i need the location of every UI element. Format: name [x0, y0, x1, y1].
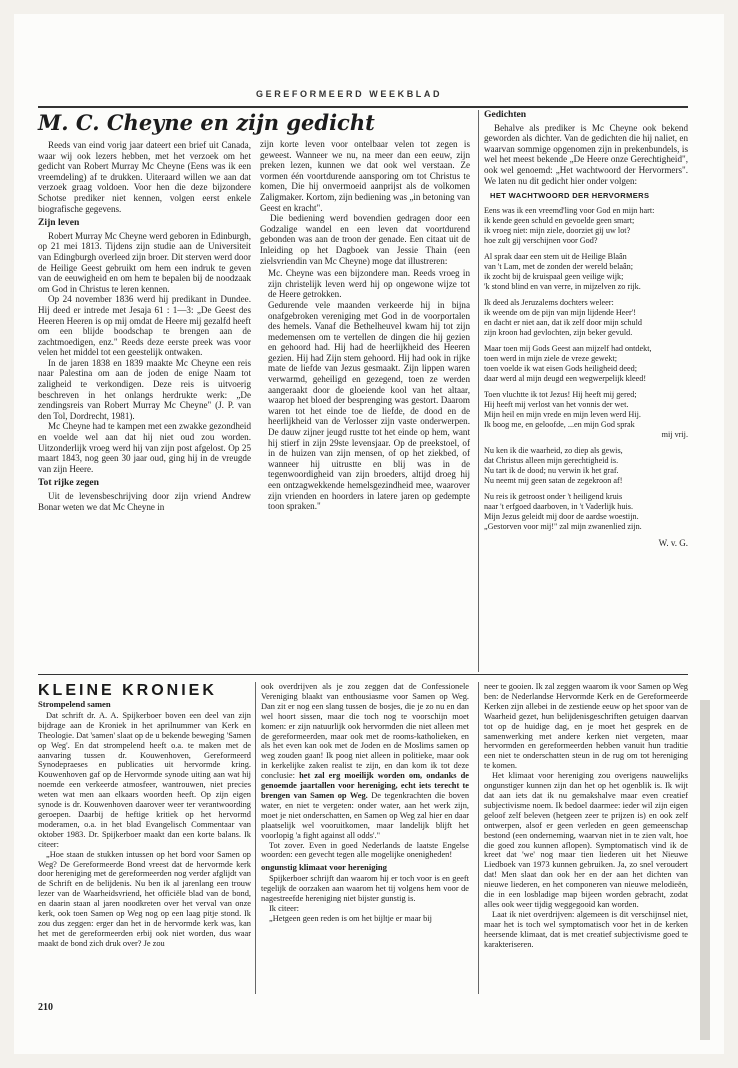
- poem-line: Ik boog me, en geloofde, ...en mijn God sprak: [484, 419, 635, 429]
- poem-line: hoe zult gij verschijnen voor God?: [484, 235, 598, 245]
- poem-line: Nu neemt mij geen satan de zegekroon af!: [484, 475, 623, 485]
- poem-title: HET WACHTWOORD DER HERVORMERS: [490, 191, 650, 201]
- heading-tot-rijke-zegen: Tot rijke zegen: [38, 477, 99, 489]
- article-column-3: [484, 110, 688, 548]
- paragraph: Het klimaat voor hereniging zou overigens nauwelijks ongunstiger kunnen zijn dan het op het ogenblik is. Ik wijt dat aan iets dat ik nu gemakshalve maar even creatief subjectivisme noem. Ik bedoel daarmee: ieder wil zijn eigen geloof zelf beleven (hetgeen zeer te prijzen is) en ook zelf ontwerpen, alsof er geen verleden en geen gemeenschap bestond (een onderneming, waarvan niet in te zien valt, hoe die goed zou kunnen aflopen). Symptomatisch vind ik de kreet dat 'we' nog maar tien liederen uit het Nieuwe Liedboek van 1973 kunnen gebruiken. Ja, zo snel veroudert dat! Men slaat dan ook her en der aan het dichten van nieuwe liederen, en het componeren van nieuwe melodieën, die in een losbladige map bijeen worden gebracht, zodat alles ook weer tijdig weggegooid kan worden.: [484, 771, 688, 909]
- poem-stanza: [484, 344, 688, 384]
- paragraph: In de jaren 1838 en 1839 maakte Mc Cheyne een reis naar Palestina om aan de joden de enige Naam tot zaligheid te verkondigen. Deze reis is uitvoerig beschreven in het onlangs herdrukte werk: „De zendingsreis van Robert Murray Mc Cheyne" (J. P. van den Tol, Dordrecht, 1981).: [38, 357, 251, 421]
- article-column-1: [38, 140, 251, 512]
- paragraph: Die bediening werd bovendien gedragen door een Godzalige wandel en een leven dat voortdurend gebonden was aan de troon der genade. Een citaat uit de Inleiding op het Dagboek van Jessie Thain (een zielsvriendin van Mc Cheyne) moge dat illustreren:: [260, 213, 470, 266]
- paragraph: Robert Murray Mc Cheyne werd geboren in Edinburgh, op 21 mei 1813. Tijdens zijn studie aan de Universiteit van Edingburgh overleed zijn broer. Dit sterven werd door de Heilige Geest gebruikt om hem een indruk te geven van de eeuwigheid en om hem te bepalen bij de noodzaak om God in Christus te leren kennen.: [38, 230, 251, 294]
- poem-stanza: [484, 206, 688, 246]
- heading-zijn-leven: Zijn leven: [38, 217, 80, 229]
- column-divider: [478, 110, 479, 672]
- poem-line: Al sprak daar een stem uit de Heilige Blaân: [484, 251, 627, 261]
- poem-line: toen voelde ik wat eisen Gods heiligheid deed;: [484, 363, 638, 373]
- poem-line: ik kende geen schuld en gevoelde geen smart;: [484, 215, 635, 225]
- column-divider: [255, 682, 256, 994]
- paragraph: neer te gooien. Ik zal zeggen waarom ik voor Samen op Weg ben: de Nederlandse Hervormde Kerk en de Gereformeerde Kerken zijn allebei in de zestiende eeuw op het spoor van de Waarheid gezet, hun belijdenisgeschriften getuigen daarvan tot op de huidige dag, en je moet het gesprek en de samenwerking met andere kerken niet vergeten, maar hervormden en gereformeerden hebben vanuit hun traditie een niet te onderschatten steun in de rug om tot hereniging te komen.: [484, 682, 688, 771]
- article-column-2: [260, 139, 470, 514]
- quote-paragraph: Mc. Cheyne was een bijzondere man. Reeds vroeg in zijn christelijk leven werd hij op ongewone wijze tot de Heere getrokken.: [268, 268, 470, 300]
- poem-stanza: [484, 446, 688, 486]
- poem-line: ik zocht bij de kruispaal geen veilige wijk;: [484, 271, 624, 281]
- paragraph: Uit de levensbeschrijving door zijn vriend Andrew Bonar weten we dat Mc Cheyne in: [38, 491, 251, 512]
- paragraph: Ik citeer:: [269, 903, 299, 913]
- poem-line: Nu tart ik de dood; nu verwin ik het graf.: [484, 465, 619, 475]
- paragraph: zijn korte leven voor ontelbaar velen tot zegen is geweest. Wanneer we nu, na meer dan een eeuw, zijn preken lezen, kunnen we dat ook wel verstaan. Ze vormen één voortdurende aansporing om tot Christus te komen, Die hij onvermoeid aanprijst als de volkomen Zaligmaker. Kortom, zijn bediening was „in betoning van Geest en kracht".: [260, 139, 470, 213]
- article-title: M. C. Cheyne en zijn gedicht: [38, 110, 375, 135]
- heading-gedichten: Gedichten: [484, 109, 527, 120]
- text-span: De tegenkrachten die boven water, en niet te vergeten: onder water, aan het werk zijn, moet je niet onderschatten, en Samen op Weg zal hier en daar plaatselijk wel vooruitkomen, maar landelijk blijft het voorlopig 'a fight against all odds'.": [261, 790, 470, 840]
- poem-line: Maar toen mij Gods Geest aan mijzelf had ontdekt,: [484, 343, 652, 353]
- poem-line: Ik deed als Jeruzalems dochters weleer:: [484, 297, 614, 307]
- poem-line: daar werd al mijn deugd een wegwerpelijk kleed!: [484, 373, 647, 383]
- poem-line: Nu reis ik getroost onder 't heiligend kruis: [484, 491, 623, 501]
- paragraph: [261, 682, 469, 841]
- poem-line: mij vrij.: [661, 429, 688, 439]
- poem-line: ik vroeg niet: mijn ziele, doorziet gij uw lot?: [484, 225, 631, 235]
- quote-paragraph: Gedurende vele maanden verkeerde hij in bijna onafgebroken vereniging met God in de voorportalen des hemels. Vanaf die Bethelheuvel kwam hij tot zijn medemensen om te vertellen de dingen die hij gezien en gehoord had. Hij had de heerlijkheid des Heeren gezien. Hij had Zijn stem gehoord. Hij had ook in rijke mate de liefde van Jezus gesmaakt. Zijn lippen waren verwarmd, geheiligd en gezegend, toen ze werden aangeraakt door de gloeiende kool van het altaar, waarop het bloed der besprenging was gestort. Daarom waren tot het einde toe de liefde, de dood en de heerlijkheid van de Verlosser zijn vaste onderwerpen. De dauw zijner jeugd rustte tot het einde op hem, want hij stierf in zijn 29ste levensjaar. Op de preekstoel, of in de huizen van zijn mensen, of op het ziekbed, of wanneer hij uitrustte en blij was in de tegenwoordigheid van zijn broeders, altijd droeg hij een ontzagwekkende hemelsgezindheid mee, waarover zijn vrienden en hoorders in latere jaren op gedempte toon spraken.": [268, 299, 470, 512]
- masthead: GEREFORMEERD WEEKBLAD: [256, 89, 443, 99]
- poem-line: dat Christus alleen mijn gerechtigheid is.: [484, 455, 619, 465]
- paragraph: „Hoe staan de stukken intussen op het bord voor Samen op Weg? De Gereformeerde Bond vreest dat de hervormde kerk door hereniging met de gereformeerden nog verder afglijdt van de Schrift en de belijdenis. Nu ben ik al jarenlang een trouw lezer van de Waarheidsvriend, het officiële blad van de bond, en daarin staan al jaren noodkreten over het verval van onze kerk, ook toen Samen op Weg nog op een laag pitje stond. Ik zou dus zeggen: erger dan het in de hervormde kerk was, kan het met de gereformeerden erbij ook niet worden, dus waar maakt de bond zich druk over? Je zou: [38, 849, 251, 948]
- poem-line: Nu ken ik die waarheid, zo diep als gewis,: [484, 445, 623, 455]
- intro-paragraph: Reeds van eind vorig jaar dateert een brief uit Canada, waar wij ook lezers hebben, met het verzoek om het gedicht van Robert Murray Mc Cheyne (Eens was ik een vreemdeling) af te drukken. Uiteraard willen we aan dat verzoek graag voldoen. Voor hen die deze bijzondere Schotse prediker niet kennen, volgen eerst enkele biografische gegevens.: [38, 140, 251, 214]
- paragraph: Tot zover. Even in goed Nederlands de laatste Engelse woorden: een gevecht tegen alle mogelijke onenigheden!: [261, 840, 469, 860]
- poem-line: Mijn heil en mijn vrede en mijn leven werd Hij.: [484, 409, 641, 419]
- kroniek-column-3: [484, 682, 688, 949]
- paragraph: „Hetgeen geen reden is om het bijltje er maar bij: [269, 913, 433, 923]
- signature: W. v. G.: [658, 537, 688, 548]
- poem-line: Toen vluchtte ik tot Jezus! Hij heeft mij gered;: [484, 389, 637, 399]
- poem-line: van 't Lam, met de zonden der wereld belaân;: [484, 261, 634, 271]
- poem-line: „Gestorven voor mij!" zal mijn zwanenlied zijn.: [484, 521, 642, 531]
- paragraph: Mc Cheyne had te kampen met een zwakke gezondheid en voelde wel aan dat hij niet oud zou worden. Uitzonderlijk vroeg werd hij van zijn post afgelost. Op 25 maart 1843, nog geen 30 jaar oud, ging hij in de vreugde van zijn Heere.: [38, 421, 251, 474]
- kroniek-column-1: [38, 700, 251, 949]
- poem-stanza: [484, 390, 688, 440]
- text-span: ook overdrijven als je zou zeggen dat de Confessionele Vereniging blaakt van enthousiasme voor Samen op Weg. Dan zit er nog een slang tussen de bosjes, die je zo nu en dan wel hoort sissen, maar die toch nog te voorschijn moet komen: er zijn natuurlijk ook hervormden die niet alleen met de gereformeerden, maar ook met de rooms-katholieken, en als het even kan ook met de Joden en de Moslims samen op weg zouden gaan! Ik poog niet alleen in politieke, maar ook in kerkelijke zaken realist te zijn, en dan kom ik tot deze conclusie:: [261, 682, 469, 781]
- poem-line: naar 't erfgoed daarboven, in 't Vaderlijk huis.: [484, 501, 633, 511]
- paragraph: Dat schrift dr. A. A. Spijkerboer boven een deel van zijn bijdrage aan de Kroniek in het aprilnummer van Kerk en Theologie. Dat 'samen' slaat op de u bekende beweging 'Samen op Weg'. En dat strompelend heeft o.a. te maken met de aanvaring tussen dr. Kouwenhoven, Gereformeerd Synodepraeses en publicaties uit hervormde kring. Kouwenhoven gaf op de Hervormde synode uiting aan wat hij noemde een verkeerde atmosfeer, wantrouwen, niet precies weten wat men aan elkaars woorden heeft. Op zijn eigen synode is dr. Kouwenhoven daarover weer ter verantwoording geroepen. Daarbij de heftige kritiek op het hervormd moderamen, o.a. in het blad Evangelisch Commentaar van oktober 1983. Dr. Spijkerboer maakt dan een korte balans. Ik citeer:: [38, 710, 251, 849]
- heading-strompelend-samen: Strompelend samen: [38, 699, 111, 709]
- header-rule: [38, 106, 688, 108]
- page-edge-shadow: [700, 700, 710, 1040]
- quote-block: [268, 268, 470, 512]
- heading-klimaat: ongunstig klimaat voor hereniging: [261, 862, 387, 873]
- page-number: 210: [38, 1002, 53, 1013]
- paragraph: Spijkerboer schrijft dan waarom hij er toch voor is en geeft tegelijk de oorzaken aan waarom het tij volgens hem voor de nagestreefde hereniging niet bijster gunstig is.: [261, 874, 469, 904]
- poem-line: Hij heeft mij verlost van het vonnis der wet.: [484, 399, 629, 409]
- paragraph: Op 24 november 1836 werd hij predikant in Dundee. Hij deed er intrede met Jesaja 61 : 1—3: „De Geest des Heeren Heeren is op mij omdat de Heere mij gezalfd heeft om een blijde boodschap te brengen aan de zachtmoedigen, enz." Reeds deze eerste preek was voor velen het middel tot een geestelijk ontwaken.: [38, 294, 251, 358]
- poem-line: Eens was ik een vreemd'ling voor God en mijn hart:: [484, 205, 655, 215]
- section-rule: [38, 674, 688, 675]
- bold-text: het zal erg moeilijk worden om, ondanks de genoemde jaartallen voor hereniging, echt iets terecht te brengen van Samen op Weg.: [261, 771, 469, 800]
- poem-stanza: [484, 298, 688, 338]
- poem-line: 'k stond blind en van verre, in mijzelven zo rijk.: [484, 281, 641, 291]
- kroniek-title: KLEINE KRONIEK: [38, 682, 217, 699]
- poem: [484, 206, 688, 532]
- column-divider: [478, 682, 479, 994]
- poem-line: Mijn Jezus geleidt mij door de aardse woestijn.: [484, 511, 639, 521]
- poem-line: zijn kroon had gevlochten, zijn beker gevuld.: [484, 327, 633, 337]
- poem-line: en dacht er niet aan, dat ik zelf door mijn schuld: [484, 317, 643, 327]
- paragraph: Laat ik niet overdrijven: algemeen is dit verschijnsel niet, maar het is toch wel symptomatisch voor het in de kerken heersende klimaat, dat is met creatief subjectivisme goed te karakteriseren.: [484, 909, 688, 949]
- poem-line: toen werd in mijn ziele de vreze gewekt;: [484, 353, 617, 363]
- paragraph: Behalve als prediker is Mc Cheyne ook bekend geworden als dichter. Van de gedichten die hij naliet, en waarvan sommige opgenomen zijn in prekenbundels, is wel het meest bekende „De Heere onze Gerechtigheid", ook wel genoemd: „Het wachtwoord der Hervormers". We laten nu dit gedicht hier onder volgen:: [484, 122, 688, 186]
- poem-line: ik weende om de pijn van mijn lijdende Heer'!: [484, 307, 636, 317]
- poem-stanza: [484, 492, 688, 532]
- poem-stanza: [484, 252, 688, 292]
- kroniek-column-2: [261, 682, 469, 924]
